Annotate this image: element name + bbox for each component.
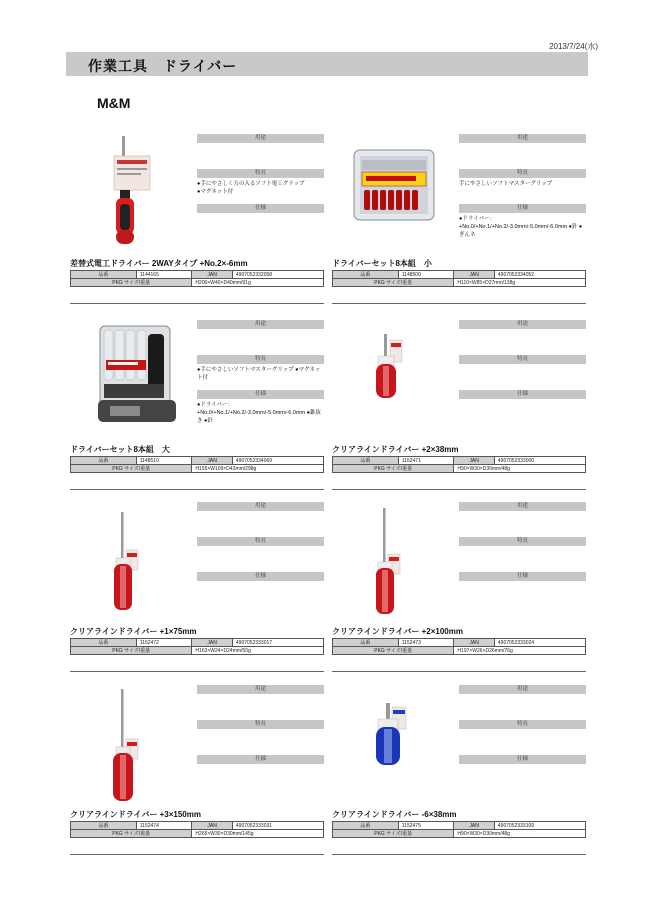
table-row [71,647,324,655]
spec-column [459,685,586,790]
usage-text [459,143,586,169]
product-info-table [70,638,324,655]
product-name: クリアラインドライバー +1×75mm [70,627,197,636]
spec-text: ●ドライバー：+No.0/+No.1/+No.2/-3.0mm/-5.0mm/-6.0mm ●錐抜き ●針 [197,402,321,424]
product-name: クリアラインドライバー -6×38mm [332,810,457,819]
product-photo [70,320,190,440]
spec-column [459,502,586,607]
pkg-label: PKG サイズ/重量 [71,647,192,655]
spec-header: 仕様 [459,204,586,213]
usage-header: 用途 [197,502,324,511]
spec-text [197,213,324,239]
product-info-table [332,456,586,473]
product-card [332,502,586,684]
spec-header: 仕様 [197,204,324,213]
brand-name: M&M [97,95,131,111]
product-photo [332,320,452,440]
card-divider [332,671,586,672]
category-title: 作業工具 ドライバー [88,58,238,74]
product-photo [332,134,452,254]
pkg-value: H265×W30×D30mm/145g [192,830,324,838]
features-text [197,729,324,755]
table-row [333,822,586,830]
product-card [332,320,586,502]
table-row [333,279,586,287]
pkg-label: PKG サイズ/重量 [71,465,192,473]
product-info-table [332,638,586,655]
product-name: クリアラインドライバー +2×38mm [332,445,459,454]
spec-text [459,399,586,425]
usage-header: 用途 [197,685,324,694]
spec-column [459,134,586,239]
usage-text [459,694,586,720]
features-text: 手にやさしいソフトマスターグリップ [459,181,553,187]
item-no-label: 品番 [71,822,137,830]
card-divider [332,854,586,855]
product-card [70,502,324,684]
table-row [71,271,324,279]
product-card [332,134,586,316]
pkg-label: PKG サイズ/重量 [333,279,454,287]
pkg-label: PKG サイズ/重量 [71,279,192,287]
features-header: 特長 [459,169,586,178]
usage-header: 用途 [459,134,586,143]
features-header: 特長 [197,169,324,178]
spec-column [197,134,324,239]
spec-header: 仕様 [459,755,586,764]
card-divider [70,303,324,304]
product-photo [70,134,190,254]
pkg-value: H90×W30×D30mm/48g [454,465,586,473]
table-row [71,465,324,473]
features-text [459,729,586,755]
print-date: 2013/7/24(水) [549,42,598,51]
product-photo [332,502,452,622]
spec-text [459,764,586,790]
table-row [333,830,586,838]
spec-header: 仕様 [197,755,324,764]
item-no-value: 1152474 [136,822,192,830]
item-no-label: 品番 [333,457,399,465]
product-card [70,320,324,502]
usage-text [197,329,324,355]
features-header: 特長 [197,355,324,364]
jan-value: 4907052334052 [494,271,585,279]
usage-text [197,143,324,169]
features-header: 特長 [459,355,586,364]
spec-header: 仕様 [197,572,324,581]
pkg-value: H200×W40×D40mm/91g [192,279,324,287]
product-name: クリアラインドライバー +2×100mm [332,627,463,636]
item-no-value: 1148510 [136,457,192,465]
features-header: 特長 [197,720,324,729]
product-photo [70,685,190,805]
jan-label: JAN [192,271,232,279]
jan-value: 4907052333017 [232,639,323,647]
jan-value: 4907052333109 [494,822,585,830]
features-text [459,546,586,572]
spec-header: 仕様 [459,572,586,581]
product-name: ドライバーセット8本組 小 [332,259,432,268]
usage-header: 用途 [197,320,324,329]
usage-header: 用途 [459,320,586,329]
pkg-label: PKG サイズ/重量 [333,465,454,473]
usage-text [197,694,324,720]
jan-value: 4907052333024 [494,639,585,647]
product-info-table [70,821,324,838]
card-divider [332,489,586,490]
pkg-value: H197×W26×D26mm/76g [454,647,586,655]
jan-label: JAN [454,271,494,279]
product-photo [332,685,452,805]
card-divider [70,671,324,672]
table-row [333,465,586,473]
jan-label: JAN [192,639,232,647]
features-header: 特長 [197,537,324,546]
table-row [71,830,324,838]
item-no-value: 1152473 [398,639,454,647]
jan-label: JAN [192,457,232,465]
spec-text: ●ドライバー：+No.0/+No.1/+No.2/-3.0mm/-5.0mm/-6.0mm ●針 ●ぎんネ [459,216,583,238]
spec-header: 仕様 [459,390,586,399]
pkg-value: H110×W85×D27mm/138g [454,279,586,287]
pkg-label: PKG サイズ/重量 [333,647,454,655]
jan-label: JAN [192,822,232,830]
spec-text [459,581,586,607]
usage-text [459,329,586,355]
card-divider [70,854,324,855]
item-no-label: 品番 [333,271,399,279]
features-text: ●手にやさしく力の入るソフト電工グリップ ●マグネット付 [197,181,305,195]
pkg-label: PKG サイズ/重量 [71,830,192,838]
item-no-value: 1152475 [398,822,454,830]
jan-label: JAN [454,822,494,830]
item-no-label: 品番 [71,271,137,279]
pkg-value: H163×W24×D24mm/50g [192,647,324,655]
features-text: ●手にやさしいソフトマスターグリップ ●マグネット付 [197,367,321,381]
product-info-table [332,821,586,838]
table-row [333,639,586,647]
jan-value: 4907052332058 [232,271,323,279]
table-row [333,647,586,655]
table-row [71,279,324,287]
item-no-value: 1144165 [136,271,192,279]
features-text [197,546,324,572]
product-card [332,685,586,867]
spec-column [197,502,324,607]
usage-text [459,511,586,537]
product-name: クリアラインドライバー +3×150mm [70,810,201,819]
product-card [70,134,324,316]
product-name: 差替式電工ドライバー 2WAYタイプ +No.2×-6mm [70,259,248,268]
jan-label: JAN [454,457,494,465]
pkg-value: H90×W30×D30mm/48g [454,830,586,838]
item-no-label: 品番 [71,457,137,465]
usage-header: 用途 [459,685,586,694]
table-row [71,457,324,465]
product-photo [70,502,190,622]
item-no-label: 品番 [333,822,399,830]
product-name: ドライバーセット8本組 大 [70,445,170,454]
card-divider [70,489,324,490]
features-header: 特長 [459,720,586,729]
spec-column [197,685,324,790]
pkg-label: PKG サイズ/重量 [333,830,454,838]
category-title-bar [66,52,588,76]
pkg-value: H155×W109×D43mm/298g [192,465,324,473]
jan-value: 4907052334069 [232,457,323,465]
product-info-table [332,270,586,287]
table-row [71,639,324,647]
card-divider [332,303,586,304]
usage-header: 用途 [459,502,586,511]
usage-text [197,511,324,537]
product-info-table [70,270,324,287]
item-no-value: 1152471 [398,457,454,465]
table-row [333,271,586,279]
product-card [70,685,324,867]
product-info-table [70,456,324,473]
features-text [459,364,586,390]
features-header: 特長 [459,537,586,546]
item-no-value: 1148500 [398,271,454,279]
jan-label: JAN [454,639,494,647]
usage-header: 用途 [197,134,324,143]
spec-column [197,320,324,425]
item-no-label: 品番 [333,639,399,647]
table-row [333,457,586,465]
table-row [71,822,324,830]
jan-value: 4907052333000 [494,457,585,465]
item-no-label: 品番 [71,639,137,647]
jan-value: 4907052333031 [232,822,323,830]
spec-header: 仕様 [197,390,324,399]
spec-text [197,764,324,790]
spec-column [459,320,586,425]
spec-text [197,581,324,607]
item-no-value: 1152472 [136,639,192,647]
